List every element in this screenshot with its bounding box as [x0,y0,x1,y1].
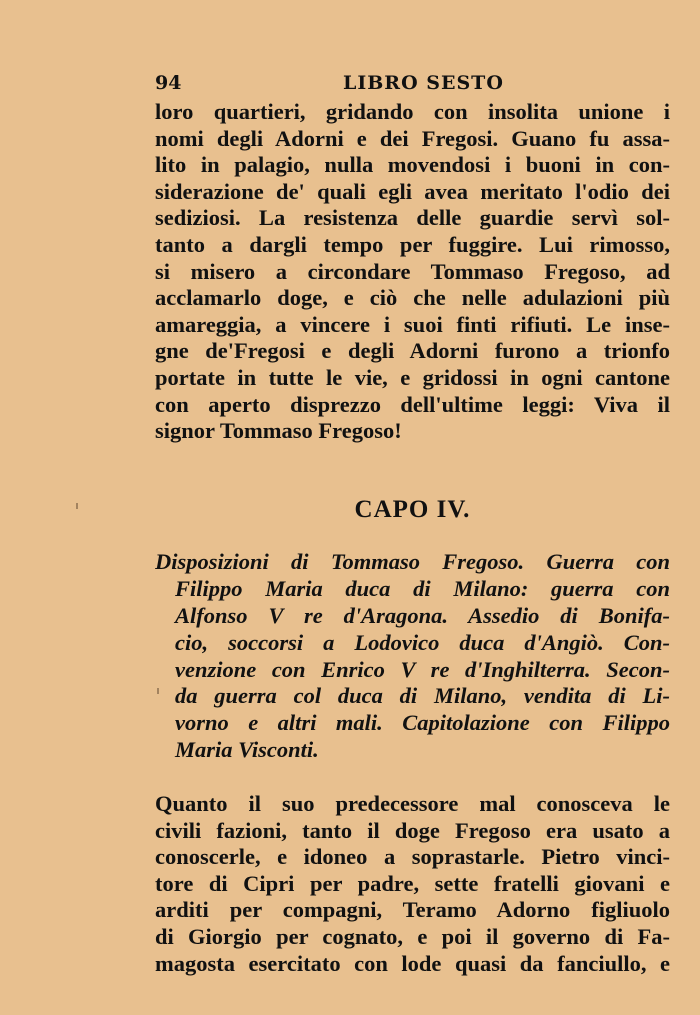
page-number: 94 [155,72,182,94]
text-line: siderazione de' quali egli avea meritato l'odio dei [155,178,670,204]
text-line: signor Tommaso Fregoso! [155,418,402,444]
text-line: acclamarlo doge, e ciò che nelle adulazioni più [155,285,670,311]
page-header [155,72,670,98]
text-line: lito in palagio, nulla movendosi i buoni in con- [155,152,670,178]
text-line: di Giorgio per cognato, e poi il governo di Fa- [155,923,670,949]
text-line: si misero a circondare Tommaso Fregoso, ad [155,258,670,284]
text-line: magosta esercitato con lode quasi da fanciullo, e [155,950,670,976]
text-line: civili fazioni, tanto il doge Fregoso era usato a [155,817,670,843]
chapter-heading: CAPO IV. [354,496,471,523]
summary-line: Filippo Maria duca di Milano: guerra con [175,575,670,601]
bottom-paragraph [155,791,670,977]
text-line: gne de'Fregosi e degli Adorni furono a trionfo [155,338,670,364]
text-line: amareggia, a vincere i suoi finti rifiuti. Le inse- [155,311,670,337]
summary-line: Maria Visconti. [175,737,319,763]
text-line: conoscerle, e idoneo a soprastarle. Pietro vinci- [155,844,670,870]
summary-line: venzione con Enrico V re d'Inghilterra. Secon- [175,656,670,682]
text-line: Quanto il suo predecessore mal conosceva le [155,791,670,816]
summary-line: vorno e altri mali. Capitolazione con Filippo [175,710,670,736]
text-line: nomi degli Adorni e dei Fregosi. Guano fu assa- [155,125,670,151]
chapter-summary [155,549,670,764]
top-paragraph [155,99,670,445]
text-line: sediziosi. La resistenza delle guardie servì sol- [155,205,670,231]
running-title: LIBRO SESTO [343,72,504,94]
paper-speck [76,503,78,509]
text-line: tanto a dargli tempo per fuggire. Lui rimosso, [155,231,670,257]
summary-line: da guerra col duca di Milano, vendita di Li- [175,683,670,709]
summary-line: Disposizioni di Tommaso Fregoso. Guerra con [155,549,670,574]
summary-line: cio, soccorsi a Lodovico duca d'Angiò. Con- [175,629,670,655]
text-line: con aperto disprezzo dell'ultime leggi: Viva il [155,391,670,417]
text-line: loro quartieri, gridando con insolita unione i [155,99,670,124]
summary-line: Alfonso V re d'Aragona. Assedio di Bonifa- [175,602,670,628]
text-line: portate in tutte le vie, e gridossi in ogni cantone [155,364,670,390]
text-line: tore di Cipri per padre, sette fratelli giovani e [155,870,670,896]
paper-speck [157,688,159,694]
text-line: arditi per compagni, Teramo Adorno figliuolo [155,897,670,923]
